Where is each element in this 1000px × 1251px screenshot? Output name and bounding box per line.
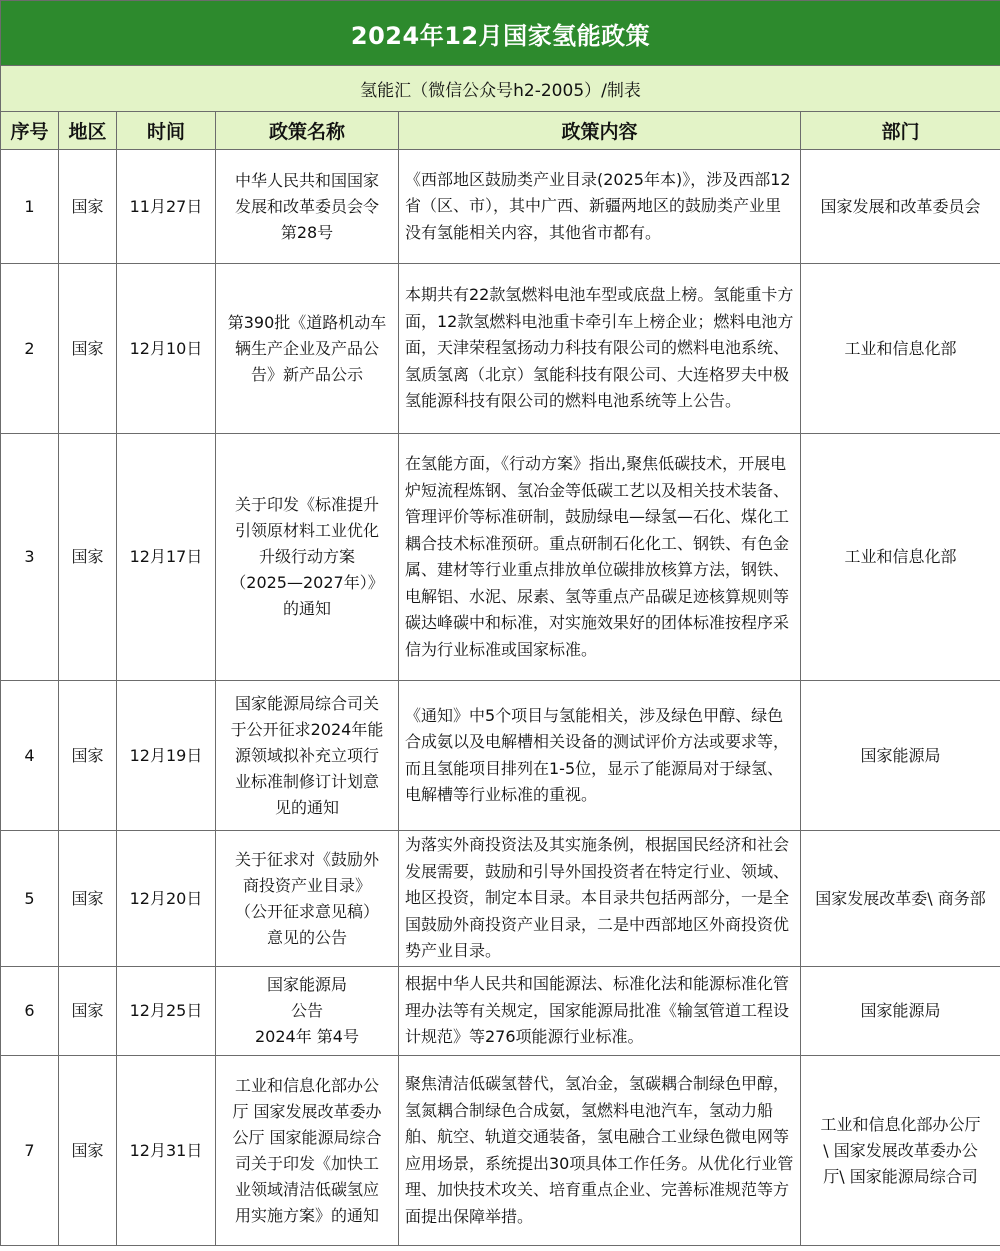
header-content: 政策内容	[399, 112, 801, 150]
row-no: 5	[1, 831, 59, 967]
row-region: 国家	[59, 681, 117, 831]
row-no: 1	[1, 150, 59, 264]
row-time: 12月20日	[117, 831, 216, 967]
table-row	[1, 1056, 1000, 1246]
table-row	[1, 831, 1000, 967]
table-row	[1, 681, 1000, 831]
row-department: 国家能源局	[801, 681, 1000, 831]
row-policy-content: 为落实外商投资法及其实施条例，根据国民经济和社会发展需要，鼓励和引导外国投资者在特定行业、领域、地区投资，制定本目录。本目录共包括两部分，一是全国鼓励外商投资产业目录，二是中西部地区外商投资优势产业目录。	[399, 831, 801, 967]
row-no: 7	[1, 1056, 59, 1246]
row-department: 国家能源局	[801, 967, 1000, 1056]
table-row	[1, 967, 1000, 1056]
row-department: 国家发展和改革委员会	[801, 150, 1000, 264]
row-region: 国家	[59, 967, 117, 1056]
row-policy-name: 国家能源局综合司关 于公开征求2024年能 源领域拟补充立项行 业标准制修订计划意 见的通知	[216, 681, 399, 831]
row-region: 国家	[59, 150, 117, 264]
row-policy-name: 工业和信息化部办公 厅 国家发展改革委办 公厅 国家能源局综合 司关于印发《加快工 业领域清洁低碳氢应 用实施方案》的通知	[216, 1056, 399, 1246]
row-policy-name: 第390批《道路机动车 辆生产企业及产品公 告》新产品公示	[216, 264, 399, 434]
row-policy-name: 关于征求对《鼓励外 商投资产业目录》 （公开征求意见稿） 意见的公告	[216, 831, 399, 967]
row-department: 工业和信息化部	[801, 434, 1000, 681]
row-time: 11月27日	[117, 150, 216, 264]
row-no: 3	[1, 434, 59, 681]
header-dept: 部门	[801, 112, 1000, 150]
table-row	[1, 150, 1000, 264]
row-department: 工业和信息化部办公厅 \ 国家发展改革委办公 厅\ 国家能源局综合司	[801, 1056, 1000, 1246]
table-title: 2024年12月国家氢能政策	[1, 1, 1000, 66]
row-policy-name: 中华人民共和国国家 发展和改革委员会令 第28号	[216, 150, 399, 264]
row-region: 国家	[59, 264, 117, 434]
row-policy-name: 国家能源局 公告 2024年 第4号	[216, 967, 399, 1056]
header-row	[1, 112, 1000, 150]
table-subtitle: 氢能汇（微信公众号h2-2005）/制表	[1, 66, 1000, 112]
row-region: 国家	[59, 831, 117, 967]
row-policy-content: 《西部地区鼓励类产业目录(2025年本)》，涉及西部12省（区、市），其中广西、新疆两地区的鼓励类产业里没有氢能相关内容，其他省市都有。	[399, 150, 801, 264]
row-time: 12月25日	[117, 967, 216, 1056]
header-time: 时间	[117, 112, 216, 150]
header-name: 政策名称	[216, 112, 399, 150]
row-policy-content: 在氢能方面，《行动方案》指出,聚焦低碳技术，开展电炉短流程炼钢、氢冶金等低碳工艺以及相关技术装备、管理评价等标准研制，鼓励绿电—绿氢—石化、煤化工耦合技术标准预研。重点研制石化化工、钢铁、有色金属、建材等行业重点排放单位碳排放核算方法，钢铁、电解铝、水泥、尿素、氢等重点产品碳足迹核算规则等碳达峰碳中和标准，对实施效果好的团体标准按程序采信为行业标准或国家标准。	[399, 434, 801, 681]
row-no: 4	[1, 681, 59, 831]
header-region: 地区	[59, 112, 117, 150]
row-policy-content: 聚焦清洁低碳氢替代，氢冶金，氢碳耦合制绿色甲醇，氢氮耦合制绿色合成氨，氢燃料电池汽车，氢动力船舶、航空、轨道交通装备，氢电融合工业绿色微电网等应用场景，系统提出30项具体工作任务。从优化行业管理、加快技术攻关、培育重点企业、完善标准规范等方面提出保障举措。	[399, 1056, 801, 1246]
header-no: 序号	[1, 112, 59, 150]
row-policy-content: 根据中华人民共和国能源法、标准化法和能源标准化管理办法等有关规定，国家能源局批准《输氢管道工程设计规范》等276项能源行业标准。	[399, 967, 801, 1056]
row-region: 国家	[59, 434, 117, 681]
row-policy-name: 关于印发《标准提升 引领原材料工业优化 升级行动方案 （2025—2027年）》 的通知	[216, 434, 399, 681]
row-time: 12月10日	[117, 264, 216, 434]
row-no: 6	[1, 967, 59, 1056]
table-row	[1, 434, 1000, 681]
row-no: 2	[1, 264, 59, 434]
table-row	[1, 264, 1000, 434]
row-region: 国家	[59, 1056, 117, 1246]
row-time: 12月17日	[117, 434, 216, 681]
row-policy-content: 本期共有22款氢燃料电池车型或底盘上榜。氢能重卡方面，12款氢燃料电池重卡牵引车上榜企业；燃料电池方面，天津荣程氢扬动力科技有限公司的燃料电池系统、氢质氢离（北京）氢能科技有限公司、大连格罗夫中极氢能源科技有限公司的燃料电池系统等上公告。	[399, 264, 801, 434]
row-department: 工业和信息化部	[801, 264, 1000, 434]
row-department: 国家发展改革委\ 商务部	[801, 831, 1000, 967]
row-time: 12月31日	[117, 1056, 216, 1246]
row-policy-content: 《通知》中5个项目与氢能相关，涉及绿色甲醇、绿色合成氨以及电解槽相关设备的测试评价方法或要求等，而且氢能项目排列在1-5位，显示了能源局对于绿氢、电解槽等行业标准的重视。	[399, 681, 801, 831]
row-time: 12月19日	[117, 681, 216, 831]
